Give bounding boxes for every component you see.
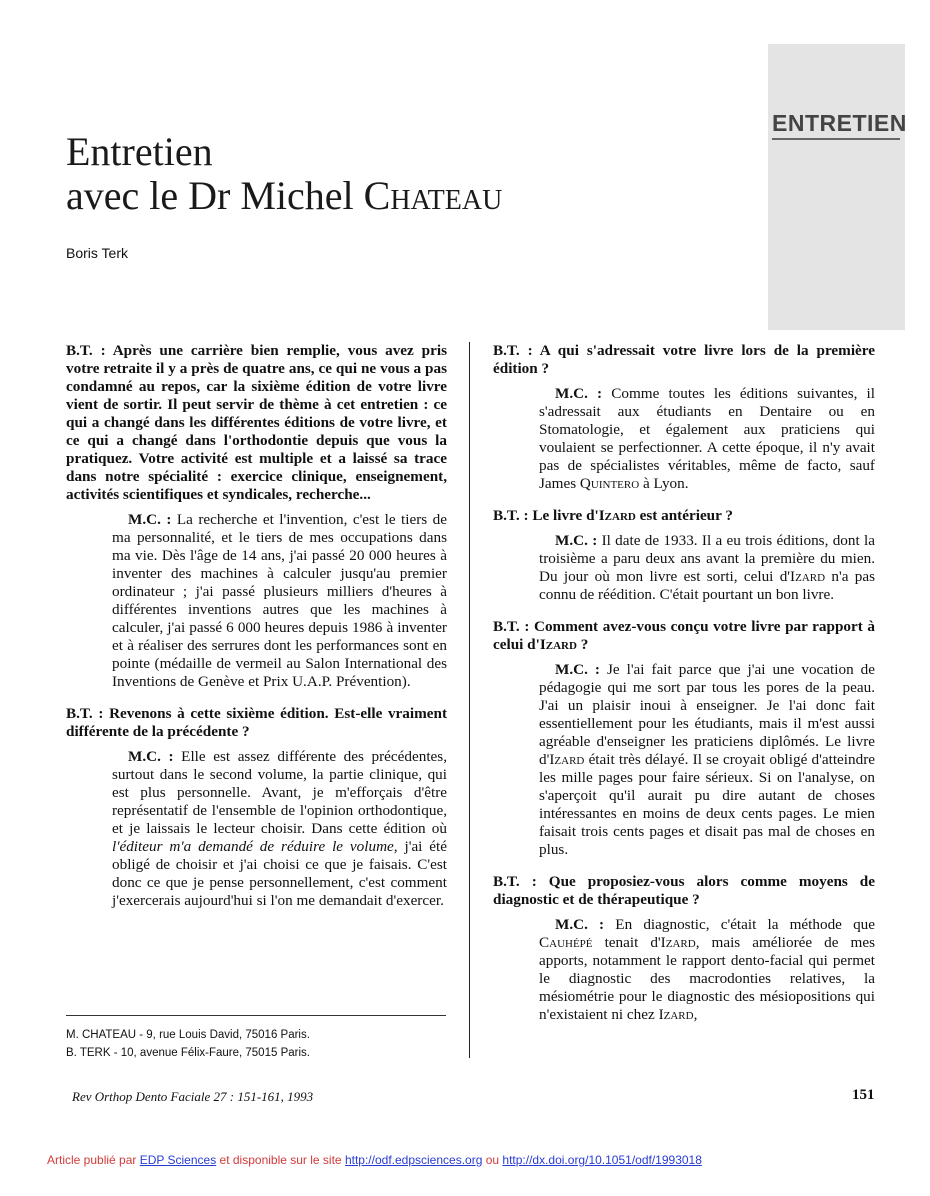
title-line-2: avec le Dr Michel Chateau <box>66 173 503 218</box>
page-number: 151 <box>852 1087 875 1103</box>
speaker-label: M.C. : <box>555 916 605 933</box>
column-divider <box>469 342 470 1058</box>
question-3: B.T. : A qui s'adressait votre livre lors de la première édition ? <box>493 342 875 377</box>
footnote-separator <box>66 1015 446 1016</box>
doi-link[interactable]: http://dx.doi.org/10.1051/odf/1993018 <box>502 1153 702 1167</box>
journal-citation: Rev Orthop Dento Faciale 27 : 151-161, 1993 <box>72 1089 314 1104</box>
question-2: B.T. : Revenons à cette sixième édition. Est-elle vraiment différente de la précédente ? <box>66 705 447 740</box>
speaker-label: M.C. : <box>555 385 603 402</box>
question-1: B.T. : Après une carrière bien remplie, vous avez pris votre retraite il y a près de quatre ans, ce qui ne vous a pas condamné au repos, car la sixième édition de votre livre vient de sortir. Il peut servir de thème à cet entretien : ce qui a changé dans les différentes éditions de votre livre, et ce qui a changé dans l'orthodontie depuis que vous la pratiquez. Votre activité est multiple et a laissé sa trace dans notre spécialité : exercice clinique, enseignement, activités scientifiques et syndicales, recherche... <box>66 342 447 503</box>
right-column <box>493 342 875 1038</box>
answer-3: M.C. : Comme toutes les éditions suivantes, il s'adressait aux étudiants en Dentaire ou en Stomatologie, et également aux praticiens qui voulaient se perfectionner. A cette époque, il n'y avait pas de spécialistes véritables, même de facto, sauf James Quintero à Lyon. <box>539 385 875 492</box>
answer-5: M.C. : Je l'ai fait parce que j'ai une vocation de pédagogie qui me sort par tous les pores de la peau. J'ai un plaisir inoui à enseigner. Je l'ai donc fait essentiellement pour les étudiants, mais il m'est aussi agréable d'enseigner les praticiens diplômés. Le livre d'Izard était très délayé. Il se croyait obligé d'atteindre les mille pages pour faire sérieux. Si on l'analyse, on s'aperçoit qu'il aurait pu dire autant de choses intéressantes en moins de deux cents pages. Le mien faisait trois cents pages et disait pas mal de choses en plus. <box>539 661 875 858</box>
section-label: ENTRETIEN <box>772 110 900 140</box>
left-column <box>66 342 447 924</box>
speaker-label: M.C. : <box>555 661 600 678</box>
section-tab-background <box>768 44 905 330</box>
footnote-terk: B. TERK - 10, avenue Félix-Faure, 75015 Paris. <box>66 1047 310 1059</box>
speaker-label: M.C. : <box>128 511 172 528</box>
speaker-label: M.C. : <box>555 532 598 549</box>
site-link[interactable]: http://odf.edpsciences.org <box>344 1153 483 1167</box>
footnotes <box>66 1026 310 1062</box>
footnote-chateau: M. CHATEAU - 9, rue Louis David, 75016 Paris. <box>66 1029 310 1041</box>
article-title <box>66 130 502 218</box>
answer-1: M.C. : La recherche et l'invention, c'est le tiers de ma personnalité, et le tiers de mes occupations dans ma vie. Dès l'âge de 14 ans, j'ai passé 20 000 heures à inventer des machines à calculer jusqu'au premier ordinateur ; j'ai passé plusieurs milliers d'heures à différentes inventions autres que les machines à calculer, j'ai passé 6 000 heures depuis 1986 à inventer et à réaliser des serrures dont les performances sont en pointe (médaille de vermeil au Salon International des Inventions de Genève et Prix U.A.P. Prévention). <box>112 511 447 690</box>
speaker-label: M.C. : <box>128 748 174 765</box>
publisher-credit: Article publié par EDP Sciences et disponible sur le site http://odf.edpsciences.org ou http://dx.doi.org/10.1051/odf/1993018 <box>47 1153 702 1167</box>
question-5: B.T. : Comment avez-vous conçu votre livre par rapport à celui d'Izard ? <box>493 618 875 653</box>
question-6: B.T. : Que proposiez-vous alors comme moyens de diagnostic et de thérapeutique ? <box>493 873 875 908</box>
publisher-link[interactable]: EDP Sciences <box>139 1153 217 1167</box>
question-4: B.T. : Le livre d'Izard est antérieur ? <box>493 507 733 524</box>
answer-4: M.C. : Il date de 1933. Il a eu trois éditions, dont la troisième a paru deux ans avant la première du mien. Du jour où mon livre est sorti, celui d'Izard n'a pas connu de réédition. C'était pourtant un bon livre. <box>539 532 875 603</box>
author-byline: Boris Terk <box>66 245 128 261</box>
interviewee-name: Chateau <box>363 173 503 218</box>
title-line-1: Entretien <box>66 129 213 174</box>
answer-6: M.C. : En diagnostic, c'était la méthode que Cauhépé tenait d'Izard, mais améliorée de mes apports, notamment le rapport dento-facial qui permet le diagnostic des macrodonties relatives, la mésiométrie pour le diagnostic des mésiopositions qui n'existaient ni chez Izard, <box>539 916 875 1023</box>
answer-2: M.C. : Elle est assez différente des précédentes, surtout dans le second volume, la partie clinique, qui est plus personnelle. Avant, je m'efforçais d'être représentatif de l'ensemble de l'opinion orthodontique, et je laissais le lecteur choisir. Dans cette édition où l'éditeur m'a demandé de réduire le volume, j'ai été obligé de choisir et j'ai choisi ce que je faisais. C'est donc ce que je pense personnellement, c'est comment j'exercerais aujourd'hui si l'on me demandait d'exercer. <box>112 748 448 909</box>
